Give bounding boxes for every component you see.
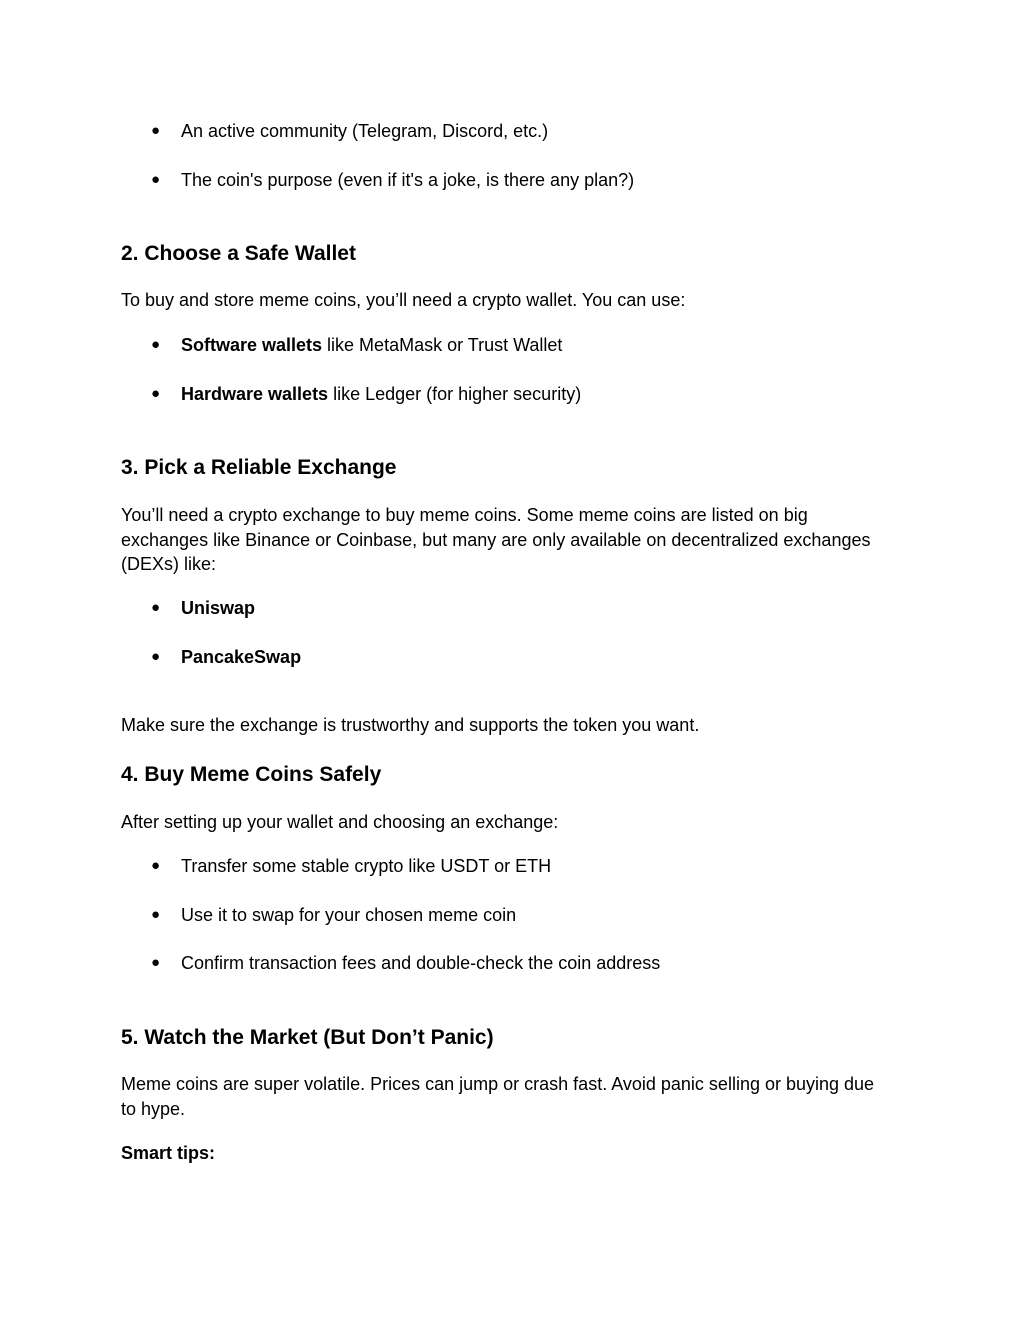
list-item-text: The coin's purpose (even if it's a joke, is there any plan?) [181, 170, 635, 190]
bullet-icon: ● [151, 954, 161, 971]
section-heading: 5. Watch the Market (But Don’t Panic) [121, 1026, 494, 1049]
list-item-text: Confirm transaction fees and double-check the coin address [181, 953, 661, 973]
bullet-icon: ● [151, 599, 161, 616]
section-heading: 4. Buy Meme Coins Safely [121, 763, 382, 786]
list-item-text [181, 382, 581, 406]
bullet-icon: ● [151, 385, 161, 402]
list-item [0, 333, 900, 357]
section-closing: Make sure the exchange is trustworthy and supports the token you want. [121, 715, 700, 735]
list-item [0, 168, 900, 192]
list-item-rest: like Ledger (for higher security) [328, 384, 582, 404]
bullet-icon: ● [151, 857, 161, 874]
list-item [0, 382, 900, 406]
list-item-bold: Software wallets [181, 335, 323, 355]
section-paragraph [121, 1072, 901, 1121]
paragraph-line: exchanges like Binance or Coinbase, but many are only available on decentralized exchanges [121, 529, 871, 550]
list-item-text [181, 333, 562, 357]
section-intro: After setting up your wallet and choosing an exchange: [121, 812, 559, 832]
list-item-text: PancakeSwap [181, 647, 302, 667]
section-heading: 2. Choose a Safe Wallet [121, 242, 356, 265]
list-item-text: Uniswap [181, 598, 256, 618]
list-item-text: An active community (Telegram, Discord, etc.) [181, 121, 549, 141]
section-intro: To buy and store meme coins, you’ll need a crypto wallet. You can use: [121, 290, 686, 310]
list-item-text: Transfer some stable crypto like USDT or ETH [181, 856, 552, 876]
list-item [0, 119, 900, 143]
list-item-text: Use it to swap for your chosen meme coin [181, 905, 517, 925]
bullet-icon: ● [151, 906, 161, 923]
list-item [0, 951, 900, 975]
paragraph-line: to hype. [121, 1098, 186, 1119]
bullet-icon: ● [151, 648, 161, 665]
section-heading: 3. Pick a Reliable Exchange [121, 456, 397, 479]
bullet-icon: ● [151, 122, 161, 139]
list-item-bold: Hardware wallets [181, 384, 329, 404]
bullet-icon: ● [151, 336, 161, 353]
tips-label: Smart tips: [121, 1143, 216, 1163]
paragraph-line: Meme coins are super volatile. Prices can jump or crash fast. Avoid panic selling or buying due [121, 1074, 875, 1094]
list-item-rest: like MetaMask or Trust Wallet [322, 335, 563, 355]
section-paragraph [121, 503, 901, 577]
list-item [0, 854, 900, 878]
list-item [0, 903, 900, 927]
paragraph-line: (DEXs) like: [121, 554, 217, 574]
bullet-icon: ● [151, 171, 161, 188]
list-item [0, 645, 900, 669]
paragraph-line: You’ll need a crypto exchange to buy meme coins. Some meme coins are listed on big [121, 505, 808, 525]
list-item [0, 596, 900, 620]
